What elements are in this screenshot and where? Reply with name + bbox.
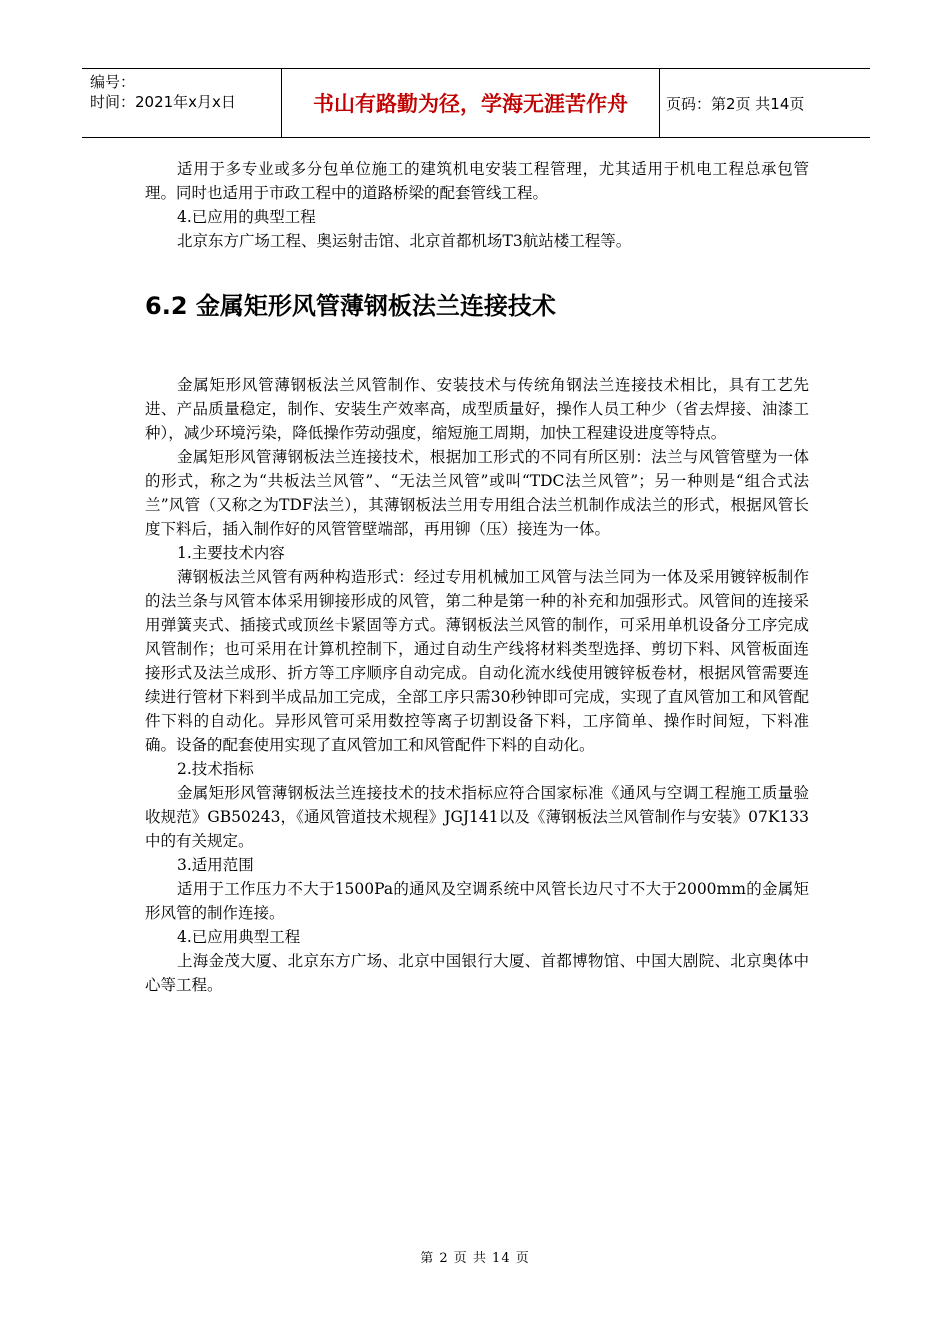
header-motto: 书山有路勤为径，学海无涯苦作舟	[282, 69, 660, 137]
subheading-projects: 4.已应用典型工程	[177, 928, 301, 946]
subheading-scope: 3.适用范围	[177, 856, 254, 874]
intro-subheading: 4.已应用的典型工程	[177, 208, 316, 226]
header-meta	[82, 69, 282, 137]
section-paragraph-6: 上海金茂大厦、北京东方广场、北京中国银行大厦、首都博物馆、中国大剧院、北京奥体中心等工程。	[145, 952, 809, 994]
header-page-info: 页码：第2页 共14页	[666, 94, 805, 113]
document-date: 时间：2021年x月x日	[90, 93, 236, 111]
intro-paragraph: 适用于多专业或多分包单位施工的建筑机电安装工程管理，尤其适用于机电工程总承包管理。同时也适用于市政工程中的道路桥梁的配套管线工程。	[145, 160, 809, 202]
subheading-main-content: 1.主要技术内容	[177, 544, 285, 562]
subheading-tech-indicators: 2.技术指标	[177, 760, 254, 778]
section-paragraph-1: 金属矩形风管薄钢板法兰风管制作、安装技术与传统角钢法兰连接技术相比，具有工艺先进、产品质量稳定，制作、安装生产效率高，成型质量好，操作人员工种少（省去焊接、油漆工种），减少环境污染，降低操作劳动强度，缩短施工周期，加快工程建设进度等特点。	[145, 376, 809, 442]
page-footer: 第 2 页 共 14 页	[420, 1251, 530, 1266]
section-paragraph-4: 金属矩形风管薄钢板法兰连接技术的技术指标应符合国家标准《通风与空调工程施工质量验收规范》GB50243，《通风管道技术规程》JGJ141以及《薄钢板法兰风管制作与安装》07K133中的有关规定。	[145, 784, 809, 850]
section-title: 6.2 金属矩形风管薄钢板法兰连接技术	[145, 292, 556, 320]
page-header	[82, 68, 870, 138]
document-number-label: 编号：	[90, 73, 136, 91]
intro-block	[145, 157, 809, 253]
section-paragraph-5: 适用于工作压力不大于1500Pa的通风及空调系统中风管长边尺寸不大于2000mm的金属矩形风管的制作连接。	[145, 880, 809, 922]
section-paragraph-2: 金属矩形风管薄钢板法兰连接技术，根据加工形式的不同有所区别：法兰与风管管壁为一体的形式，称之为“共板法兰风管”、“无法兰风管”或叫“TDC法兰风管”；另一种则是“组合式法兰”风管（又称之为TDF法兰），其薄钢板法兰用专用组合法兰机制作成法兰的形式，根据风管长度下料后，插入制作好的风管管壁端部，再用铆（压）接连为一体。	[145, 448, 809, 538]
section-paragraph-3: 薄钢板法兰风管有两种构造形式：经过专用机械加工风管与法兰同为一体及采用镀锌板制作的法兰条与风管本体采用铆接形成的风管，第二种是第一种的补充和加强形式。风管间的连接采用弹簧夹式、插接式或顶丝卡紧固等方式。薄钢板法兰风管的制作，可采用单机设备分工序完成风管制作；也可采用在计算机控制下，通过自动生产线将材料类型选择、剪切下料、风管板面连接形式及法兰成形、折方等工序顺序自动完成。自动化流水线使用镀锌板卷材，根据风管需要连续进行管材下料到半成品加工完成，全部工序只需30秒钟即可完成，实现了直风管加工和风管配件下料的自动化。异形风管可采用数控等离子切割设备下料，工序简单、操作时间短，下料准确。设备的配套使用实现了直风管加工和风管配件下料的自动化。	[145, 568, 809, 754]
section-body	[145, 373, 809, 997]
intro-projects: 北京东方广场工程、奥运射击馆、北京首都机场T3航站楼工程等。	[177, 232, 632, 250]
